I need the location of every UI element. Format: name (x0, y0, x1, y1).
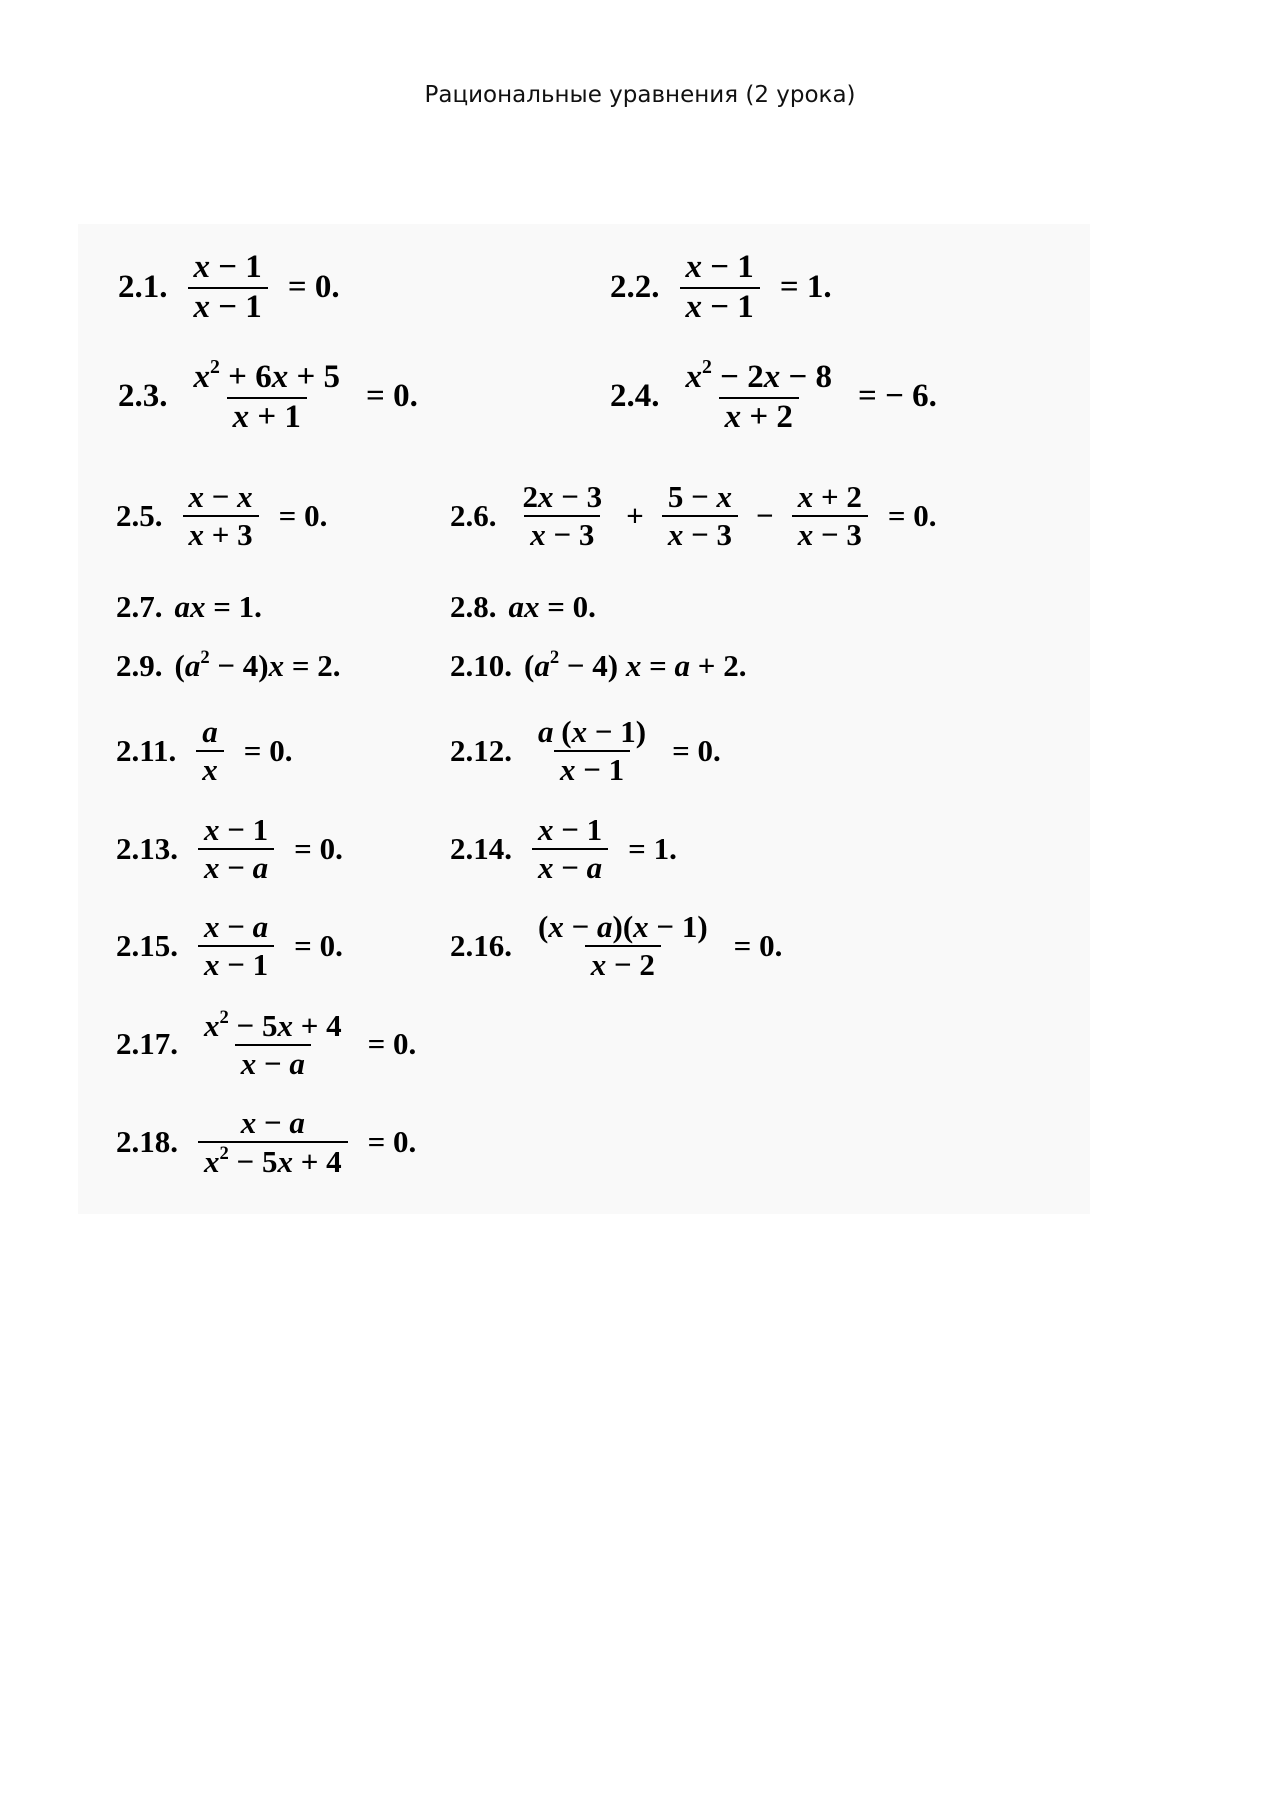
equation-rhs: = 1. (213, 589, 262, 624)
equation-rhs: = 0. (733, 927, 783, 963)
denominator: x − 1 (680, 287, 760, 327)
fraction (532, 714, 652, 787)
equation-rhs: = 1. (779, 269, 832, 306)
fraction (198, 909, 274, 982)
problem-2-15 (116, 909, 343, 982)
problem-number: 2.9. (116, 647, 163, 683)
numerator: $x^2 - 5x + 4$ (204, 1007, 342, 1044)
numerator: x − a (204, 909, 269, 944)
minus-operator: − (756, 497, 774, 533)
equations-scan (78, 224, 1090, 1214)
fraction (188, 356, 347, 437)
denominator: x (196, 750, 224, 788)
denominator: x − 1 (198, 945, 274, 983)
equation-rhs: = 0. (243, 732, 293, 768)
equation-lhs: $(a^2 - 4)x$ (174, 647, 285, 684)
denominator: x − a (532, 848, 608, 886)
problem-2-10 (450, 647, 746, 684)
problem-2-18 (116, 1105, 416, 1179)
problem-number: 2.13. (116, 830, 178, 866)
equation-lhs: ax (508, 589, 540, 624)
problem-2-2 (610, 249, 832, 327)
fraction (680, 249, 760, 327)
denominator: x − 3 (662, 515, 738, 553)
fraction (532, 909, 714, 982)
problem-number: 2.18. (116, 1124, 178, 1160)
fraction (198, 1105, 348, 1179)
problem-2-7 (116, 589, 262, 625)
numerator: 5 − x (667, 479, 733, 514)
equation-rhs: = 1. (628, 830, 677, 866)
equation-rhs: = − 6. (858, 377, 937, 414)
document-title: Рациональные уравнения (2 урока) (424, 82, 856, 108)
problem-number: 2.14. (450, 830, 512, 866)
problem-2-17 (116, 1007, 416, 1081)
fraction (198, 1007, 348, 1081)
problem-number: 2.2. (610, 269, 660, 306)
equation-rhs: = 0. (287, 269, 340, 306)
denominator: x − a (235, 1044, 311, 1082)
problem-number: 2.17. (116, 1026, 178, 1062)
problem-2-16 (450, 909, 782, 982)
problem-2-4 (610, 356, 937, 437)
fraction (680, 356, 839, 437)
equation-rhs: = 0. (367, 1026, 417, 1062)
problem-2-11 (116, 714, 292, 787)
numerator: x − 1 (204, 812, 269, 847)
fraction (517, 479, 609, 552)
problem-number: 2.8. (450, 589, 497, 624)
equation-rhs: = 2. (291, 647, 341, 683)
equation-rhs: = 0. (278, 497, 328, 533)
denominator: x − 3 (524, 515, 600, 553)
problem-number: 2.16. (450, 927, 512, 963)
fraction (183, 479, 259, 552)
fraction (792, 479, 868, 552)
problem-number: 2.10. (450, 647, 512, 683)
denominator: x − 1 (188, 287, 268, 327)
problem-number: 2.5. (116, 497, 163, 533)
equation-rhs: = 0. (366, 377, 418, 414)
equation-rhs: = 0. (294, 830, 343, 866)
fraction (198, 812, 274, 885)
equation-lhs: $(a^2 - 4) x = a$ (524, 647, 691, 684)
numerator: (x − a)(x − 1) (538, 909, 708, 944)
equation-rhs: = 0. (294, 927, 343, 963)
problem-2-12 (450, 714, 721, 787)
plus-operator: + (626, 497, 644, 533)
denominator: x + 2 (719, 397, 799, 437)
problem-2-14 (450, 812, 677, 885)
equation-rhs: = 0. (367, 1124, 417, 1160)
denominator: x + 3 (183, 515, 259, 553)
numerator: x − 1 (193, 249, 262, 285)
numerator: a (x − 1) (538, 714, 647, 749)
problem-2-1 (118, 249, 340, 327)
fraction (196, 714, 224, 787)
problem-2-8 (450, 589, 596, 625)
denominator: x − 2 (585, 945, 661, 983)
problem-number: 2.11. (116, 732, 177, 768)
problem-number: 2.12. (450, 732, 512, 768)
numerator: $x^2 - 2x - 8$ (685, 356, 833, 395)
equation-lhs: ax (174, 589, 206, 624)
fraction (532, 812, 608, 885)
numerator: x − a (240, 1105, 305, 1140)
numerator: a (202, 714, 218, 749)
problem-2-5 (116, 479, 327, 552)
numerator: x + 2 (797, 479, 862, 514)
equation-rhs: = 0. (547, 589, 596, 624)
problem-number: 2.15. (116, 927, 178, 963)
problem-number: 2.4. (610, 377, 660, 414)
denominator: x + 1 (227, 397, 307, 437)
problem-number: 2.7. (116, 589, 163, 624)
denominator: $x^2 - 5x + 4$ (198, 1141, 348, 1180)
numerator: x − x (188, 479, 253, 514)
problem-2-6 (450, 479, 937, 552)
fraction (188, 249, 268, 327)
numerator: x − 1 (538, 812, 603, 847)
numerator: x − 1 (685, 249, 754, 285)
problem-number: 2.6. (450, 497, 497, 533)
equation-rhs: = 0. (887, 497, 937, 533)
equation-rhs: + 2. (697, 647, 747, 683)
numerator: $x^2 + 6x + 5$ (193, 356, 341, 395)
equation-rhs: = 0. (672, 732, 721, 768)
problem-number: 2.1. (118, 269, 168, 306)
problem-2-13 (116, 812, 343, 885)
problem-2-9 (116, 647, 341, 684)
numerator: 2x − 3 (522, 479, 603, 514)
problem-2-3 (118, 356, 418, 437)
denominator: x − 3 (792, 515, 868, 553)
problem-number: 2.3. (118, 377, 168, 414)
denominator: x − a (198, 848, 274, 886)
fraction (662, 479, 738, 552)
denominator: x − 1 (554, 750, 630, 788)
